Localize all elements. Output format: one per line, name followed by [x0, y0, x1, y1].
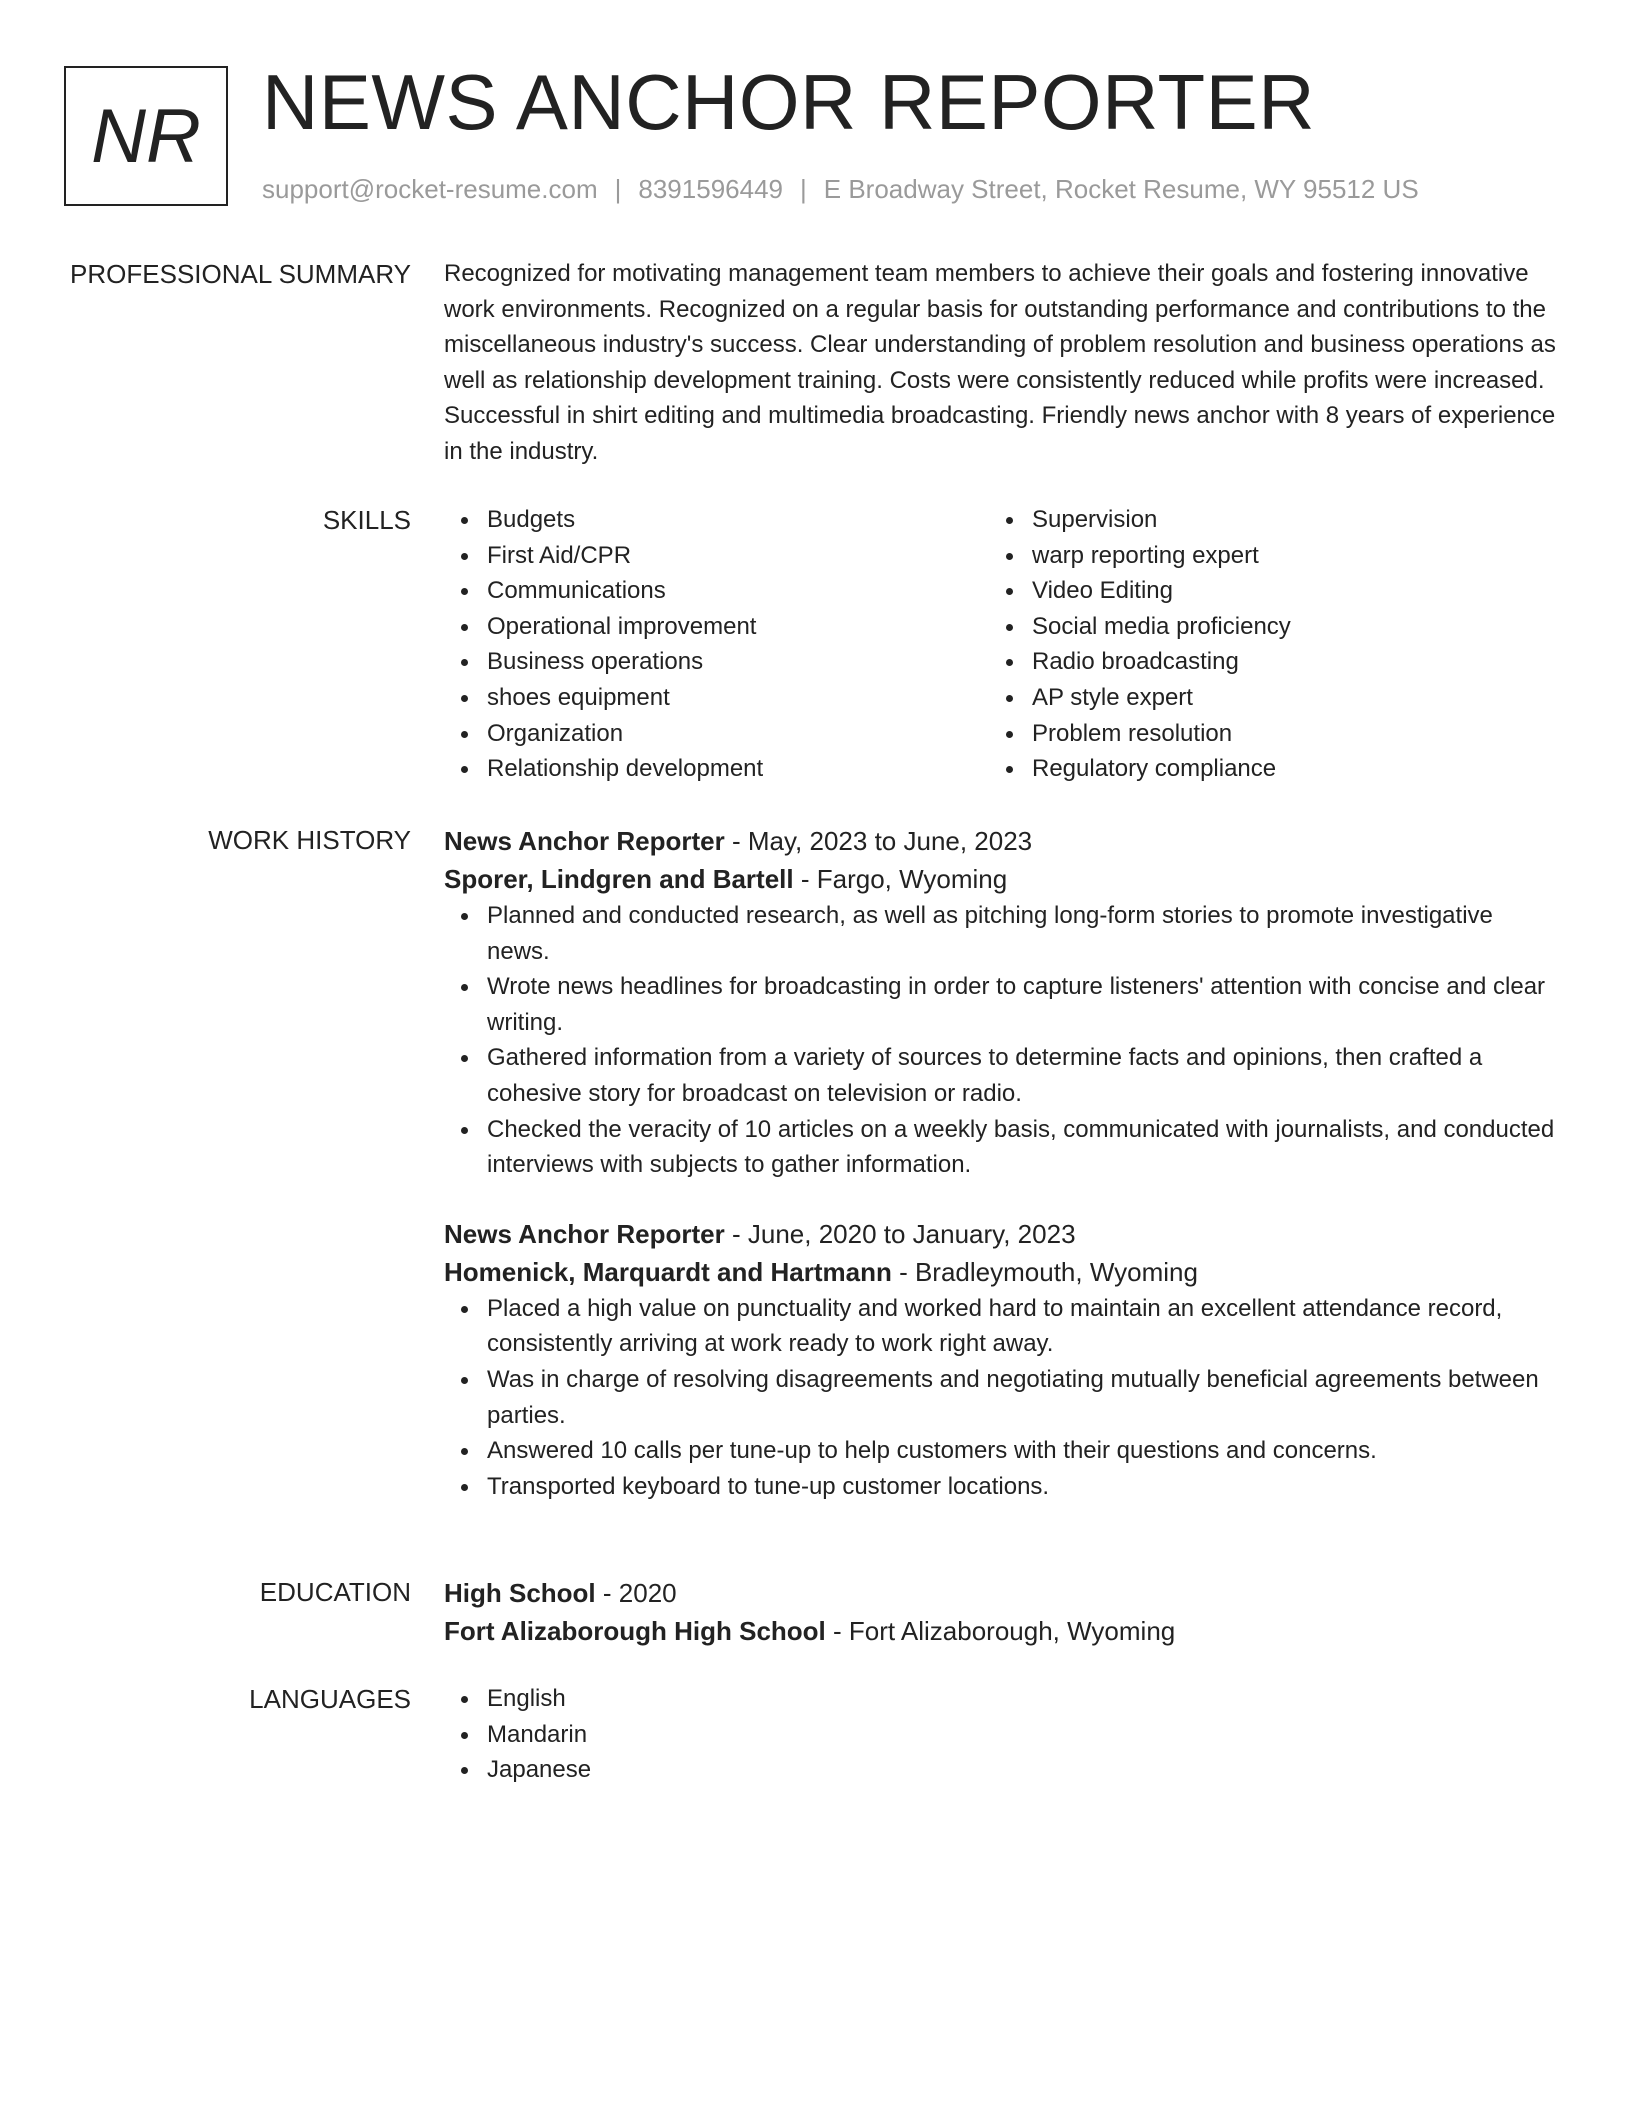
- section-label-summary: PROFESSIONAL SUMMARY: [70, 259, 411, 289]
- section-label-languages: LANGUAGES: [249, 1684, 411, 1714]
- section-label-skills: SKILLS: [322, 505, 411, 535]
- job-entry: [444, 1215, 1560, 1505]
- skill-item: Communications: [444, 573, 989, 609]
- skills-list-right: [989, 502, 1534, 787]
- summary-text: Recognized for motivating management team members to achieve their goals and fostering innovative work environments. Recognized on a regular basis for outstanding performance and contributions to the miscellaneous industry's success. Clear understanding of problem resolution and business operations as well as relationship development training. Costs were consistently reduced while profits were increased. Successful in shirt editing and multimedia broadcasting. Friendly news anchor with 8 years of experience in the industry.: [444, 260, 1556, 465]
- languages-content: [444, 1681, 1560, 1788]
- education-year: - 2020: [595, 1578, 677, 1608]
- contact-email: support@rocket-resume.com: [262, 174, 598, 204]
- skill-item: First Aid/CPR: [444, 538, 989, 574]
- contact-separator: |: [800, 174, 807, 204]
- language-item: Japanese: [444, 1752, 1560, 1788]
- skill-item: Problem resolution: [989, 716, 1534, 752]
- skills-content: [444, 502, 1560, 787]
- job-title-line: [444, 822, 1560, 860]
- job-bullet: Placed a high value on punctuality and worked hard to maintain an excellent attendance record, consistently arriving at work ready to work right away.: [444, 1291, 1560, 1362]
- job-bullet: Wrote news headlines for broadcasting in order to capture listeners' attention with concise and clear writing.: [444, 969, 1560, 1040]
- language-item: Mandarin: [444, 1717, 1560, 1753]
- contact-separator: |: [614, 174, 622, 204]
- education-school-line: [444, 1612, 1560, 1650]
- job-company: Sporer, Lindgren and Bartell: [444, 864, 794, 894]
- contact-address: E Broadway Street, Rocket Resume, WY 95512 US: [823, 174, 1419, 204]
- section-label-work-history: WORK HISTORY: [208, 825, 411, 855]
- job-bullet: Checked the veracity of 10 articles on a weekly basis, communicated with journalists, and conducted interviews with subjects to gather information.: [444, 1112, 1560, 1183]
- summary-content: [444, 256, 1560, 470]
- skill-item: Business operations: [444, 644, 989, 680]
- contact-line: [262, 172, 1419, 206]
- job-bullet: Answered 10 calls per tune-up to help customers with their questions and concerns.: [444, 1433, 1560, 1469]
- job-location: - Bradleymouth, Wyoming: [891, 1256, 1198, 1287]
- education-content: [444, 1574, 1560, 1650]
- skill-item: Video Editing: [989, 573, 1534, 609]
- education-location: - Fort Alizaborough, Wyoming: [825, 1616, 1176, 1646]
- skill-item: Organization: [444, 716, 989, 752]
- job-bullet: Transported keyboard to tune-up customer locations.: [444, 1469, 1560, 1505]
- language-item: English: [444, 1681, 1560, 1717]
- job-bullet: Gathered information from a variety of sources to determine facts and opinions, then crafted a cohesive story for broadcast on television or radio.: [444, 1040, 1560, 1111]
- job-bullet: Planned and conducted research, as well as pitching long-form stories to promote investigative news.: [444, 898, 1560, 969]
- education-degree: High School: [444, 1578, 596, 1608]
- skill-item: Regulatory compliance: [989, 751, 1534, 787]
- job-bullet-list: [444, 1291, 1560, 1505]
- education-degree-line: [444, 1574, 1560, 1612]
- skill-item: Supervision: [989, 502, 1534, 538]
- job-dates: - May, 2023 to June, 2023: [724, 826, 1033, 856]
- contact-phone: 8391596449: [638, 174, 783, 204]
- job-dates: - June, 2020 to January, 2023: [724, 1218, 1076, 1249]
- skill-item: Radio broadcasting: [989, 644, 1534, 680]
- skill-item: shoes equipment: [444, 680, 989, 716]
- skill-item: AP style expert: [989, 680, 1534, 716]
- job-title-line: [444, 1215, 1560, 1253]
- work-history-content: [444, 822, 1560, 1504]
- job-location: - Fargo, Wyoming: [793, 864, 1008, 894]
- job-title: News Anchor Reporter: [444, 1218, 725, 1249]
- skill-item: Social media proficiency: [989, 609, 1534, 645]
- job-entry: [444, 822, 1560, 1183]
- section-label-education: EDUCATION: [259, 1577, 411, 1607]
- skill-item: Relationship development: [444, 751, 989, 787]
- job-company-line: [444, 860, 1560, 898]
- job-company: Homenick, Marquardt and Hartmann: [444, 1256, 892, 1287]
- skill-item: Budgets: [444, 502, 989, 538]
- skills-list-left: [444, 502, 989, 787]
- job-company-line: [444, 1253, 1560, 1291]
- job-bullet-list: [444, 898, 1560, 1183]
- skill-item: Operational improvement: [444, 609, 989, 645]
- monogram-logo: [64, 66, 228, 206]
- skill-item: warp reporting expert: [989, 538, 1534, 574]
- resume-name: NEWS ANCHOR REPORTER: [262, 58, 1316, 146]
- languages-list: [444, 1681, 1560, 1788]
- job-bullet: Was in charge of resolving disagreements and negotiating mutually beneficial agreements between parties.: [444, 1362, 1560, 1433]
- job-title: News Anchor Reporter: [444, 826, 725, 856]
- monogram-initials: NR: [91, 93, 201, 179]
- education-school: Fort Alizaborough High School: [444, 1616, 826, 1646]
